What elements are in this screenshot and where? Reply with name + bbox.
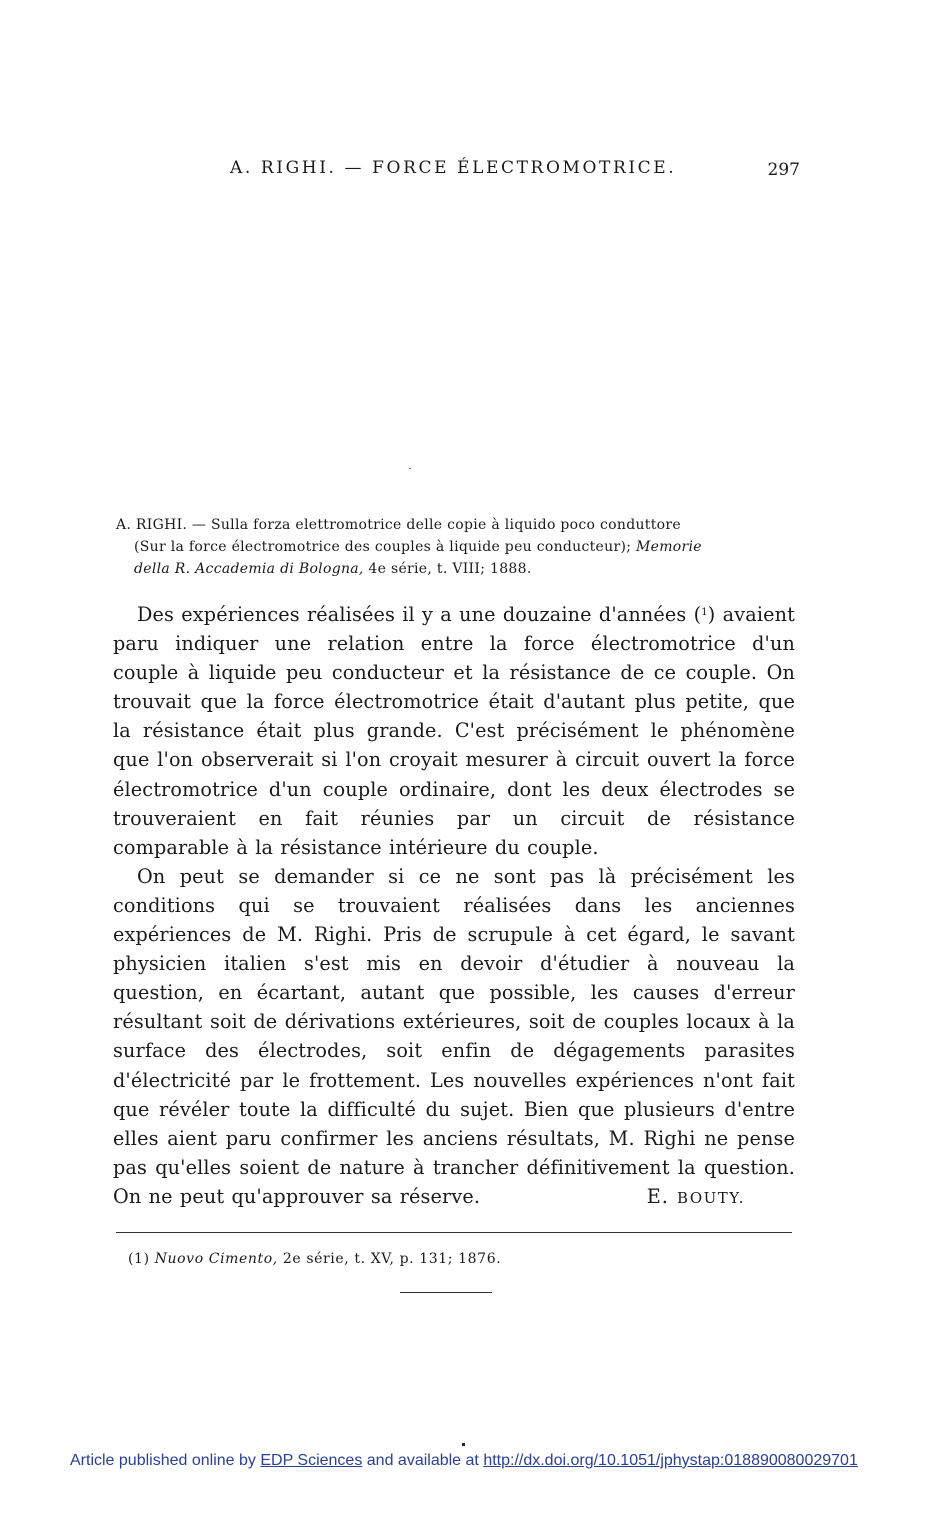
doi-link[interactable]: http://dx.doi.org/10.1051/jphystap:018890080029701 [483, 1452, 858, 1469]
signature-name: BOUTY. [677, 1188, 745, 1207]
footnote [128, 1251, 501, 1267]
paragraph-1-rest: ) avaient paru indiquer une relation entre la force électromotrice d'un couple à liquide peu conducteur et la résistance de ce couple. On trouvait que la force électromotrice était d'autant plus petite, que la résistance était plus grande. C'est précisément le phénomène que l'on observerait si l'on croyait mesurer à circuit ouvert la force électromotrice d'un couple ordinaire, dont les deux électrodes se trouveraient en fait réunies par un circuit de résistance comparable à la résistance intérieure du couple. [113, 603, 796, 859]
footnote-mark: (1) [128, 1251, 155, 1267]
running-head [110, 158, 800, 184]
citation-french-title: (Sur la force électromotrice des couples à liquide peu conducteur); [134, 539, 636, 555]
paragraph-1 [113, 600, 795, 862]
footnote-separator [116, 1232, 792, 1234]
page-number: 297 [767, 160, 800, 180]
paragraph-2-text: On peut se demander si ce ne sont pas là précisément les conditions qui se trouvaient réalisées dans les anciennes expériences de M. Righi. Pris de scrupule à cet égard, le savant physicien italien s'est mis en devoir d'étudier à nouveau la question, en écartant, autant que possible, les causes d'erreur résultant soit de dérivations extérieures, soit de couples locaux à la surface des électrodes, soit enfin de dégagements parasites d'électricité par le frottement. Les nouvelles expériences n'ont fait que révéler toute la difficulté du sujet. Bien que plusieurs d'entre elles aient paru confirmer les anciens résultats, M. Righi ne pense pas qu'elles soient de nature à trancher définitivement la question. On ne peut qu'approuver sa réserve. [113, 864, 795, 1208]
publisher-notice [70, 1452, 890, 1470]
review-body [113, 600, 795, 1213]
publisher-prefix: Article published online by [70, 1452, 261, 1469]
print-speck [462, 1443, 465, 1446]
print-speck [409, 468, 411, 469]
paragraph-2 [113, 862, 795, 1211]
footnote-details: 2e série, t. XV, p. 131; 1876. [277, 1251, 502, 1267]
footnote-reference: 1 [701, 607, 708, 618]
end-rule [400, 1292, 492, 1294]
citation-journal: Memorie [635, 539, 702, 555]
signature-initial: E. [646, 1184, 678, 1208]
running-title: A. RIGHI. — FORCE ÉLECTROMOTRICE. [230, 158, 677, 178]
author-signature [623, 1182, 745, 1213]
citation-line-1: A. RIGHI. — Sulla forza elettromotrice delle copie à liquido poco conduttore [116, 517, 681, 533]
publisher-middle: and available at [362, 1452, 484, 1469]
paragraph-1-start: Des expériences réalisées il y a une douzaine d'années ( [137, 603, 702, 626]
bibliographic-citation [116, 514, 798, 580]
footnote-journal: Nuovo Cimento, [154, 1251, 278, 1267]
citation-volume: 4e série, t. VIII; 1888. [363, 561, 532, 577]
citation-line-3 [116, 558, 798, 580]
citation-line-2 [116, 536, 798, 558]
citation-journal-name: della R. Accademia di Bologna, [134, 561, 364, 577]
edp-sciences-link[interactable]: EDP Sciences [260, 1452, 363, 1469]
